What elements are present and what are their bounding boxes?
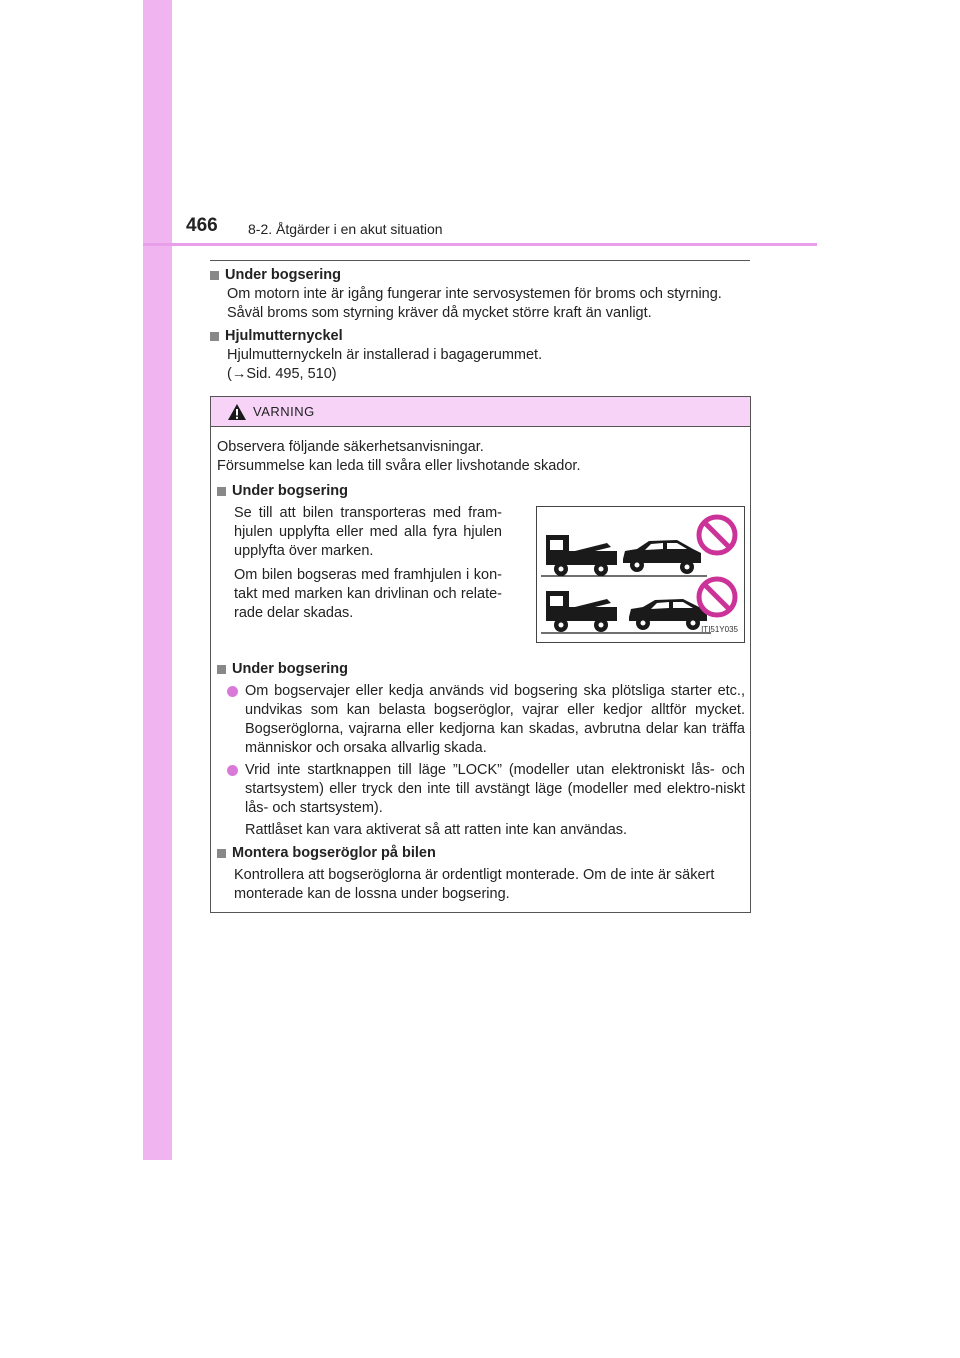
list-item-text: Om bogservajer eller kedja används vid bogsering ska plötsliga starter etc., undvikas som kan belasta bogseröglor, vajrar eller kedjor alltför mycket. Bogseröglorna, vajrarna eller kedjorna kan skadas, avbrutna delar kan träffa människor och orsaka allvarlig skada. (245, 683, 745, 756)
list-item-text: Vrid inte startknappen till läge ”LOCK” (modeller utan elektroniskt lås- och startsystem) eller tryck den inte till avstängt läge (modeller med elektro-niskt lås- och startsystem). (245, 762, 745, 816)
figure-code: ITI51Y035 (701, 625, 738, 634)
warning-triangle-icon (227, 403, 247, 421)
header-rule (143, 243, 817, 246)
section-hjulmutternyckel (210, 327, 750, 384)
section-heading: Under bogsering (225, 267, 342, 283)
section-title: 8-2. Åtgärder i en akut situation (248, 221, 443, 237)
warning-heading: Under bogsering (232, 483, 349, 499)
warning-paragraph: Om bilen bogseras med framhjulen i kon-takt med marken kan drivlinan och relate-rade delar skadas. (234, 567, 502, 621)
page-number: 466 (186, 215, 218, 236)
section-text: Hjulmutternyckeln är installerad i bagagerummet. (227, 347, 543, 363)
warning-body (211, 427, 750, 904)
circle-bullet-icon (227, 765, 238, 776)
list-item (217, 682, 745, 758)
prohibited-icon (699, 579, 735, 615)
warning-section-montera (217, 844, 745, 904)
warning-box (210, 396, 751, 913)
towing-illustration (536, 506, 745, 643)
warning-heading: Under bogsering (232, 661, 349, 677)
square-bullet-icon (217, 665, 226, 674)
warning-section-under-bogsering (217, 660, 745, 840)
sidebar-tab (143, 0, 172, 1160)
section-heading: Hjulmutternyckel (225, 328, 343, 344)
square-bullet-icon (217, 487, 226, 496)
section-text: Om motorn inte är igång fungerar inte servosystemen för broms och styrning. Såväl broms som styrning kräver då mycket större kraft än vanligt. (227, 286, 722, 321)
list-item (217, 761, 745, 818)
content-rule (210, 260, 750, 261)
warning-header (211, 397, 750, 427)
warning-heading: Montera bogseröglor på bilen (232, 845, 436, 861)
warning-title: VARNING (253, 404, 315, 419)
section-under-bogsering (210, 266, 750, 323)
prohibited-icon (699, 517, 735, 553)
car-icon (629, 599, 707, 630)
tow-truck-icon (546, 591, 617, 632)
warning-intro-line: Observera följande säkerhetsanvisningar. (217, 439, 484, 455)
warning-intro-line: Försummelse kan leda till svåra eller livshotande skador. (217, 458, 581, 474)
warning-intro (217, 438, 745, 476)
square-bullet-icon (210, 271, 219, 280)
square-bullet-icon (210, 332, 219, 341)
square-bullet-icon (217, 849, 226, 858)
tow-truck-icon (546, 535, 617, 576)
circle-bullet-icon (227, 686, 238, 697)
page-reference: (→Sid. 495, 510) (227, 366, 337, 382)
car-icon (623, 540, 701, 574)
list-item-note: Rattlåset kan vara aktiverat så att ratten inte kan användas. (245, 822, 628, 838)
main-content (210, 266, 750, 388)
warning-paragraph: Se till att bilen transporteras med fram-hjulen upplyfta eller med alla fyra hjulen upplyfta över marken. (234, 505, 502, 559)
warning-paragraph: Kontrollera att bogseröglorna är ordentligt monterade. Om de inte är säkert monterade kan de lossna under bogsering. (234, 867, 715, 902)
